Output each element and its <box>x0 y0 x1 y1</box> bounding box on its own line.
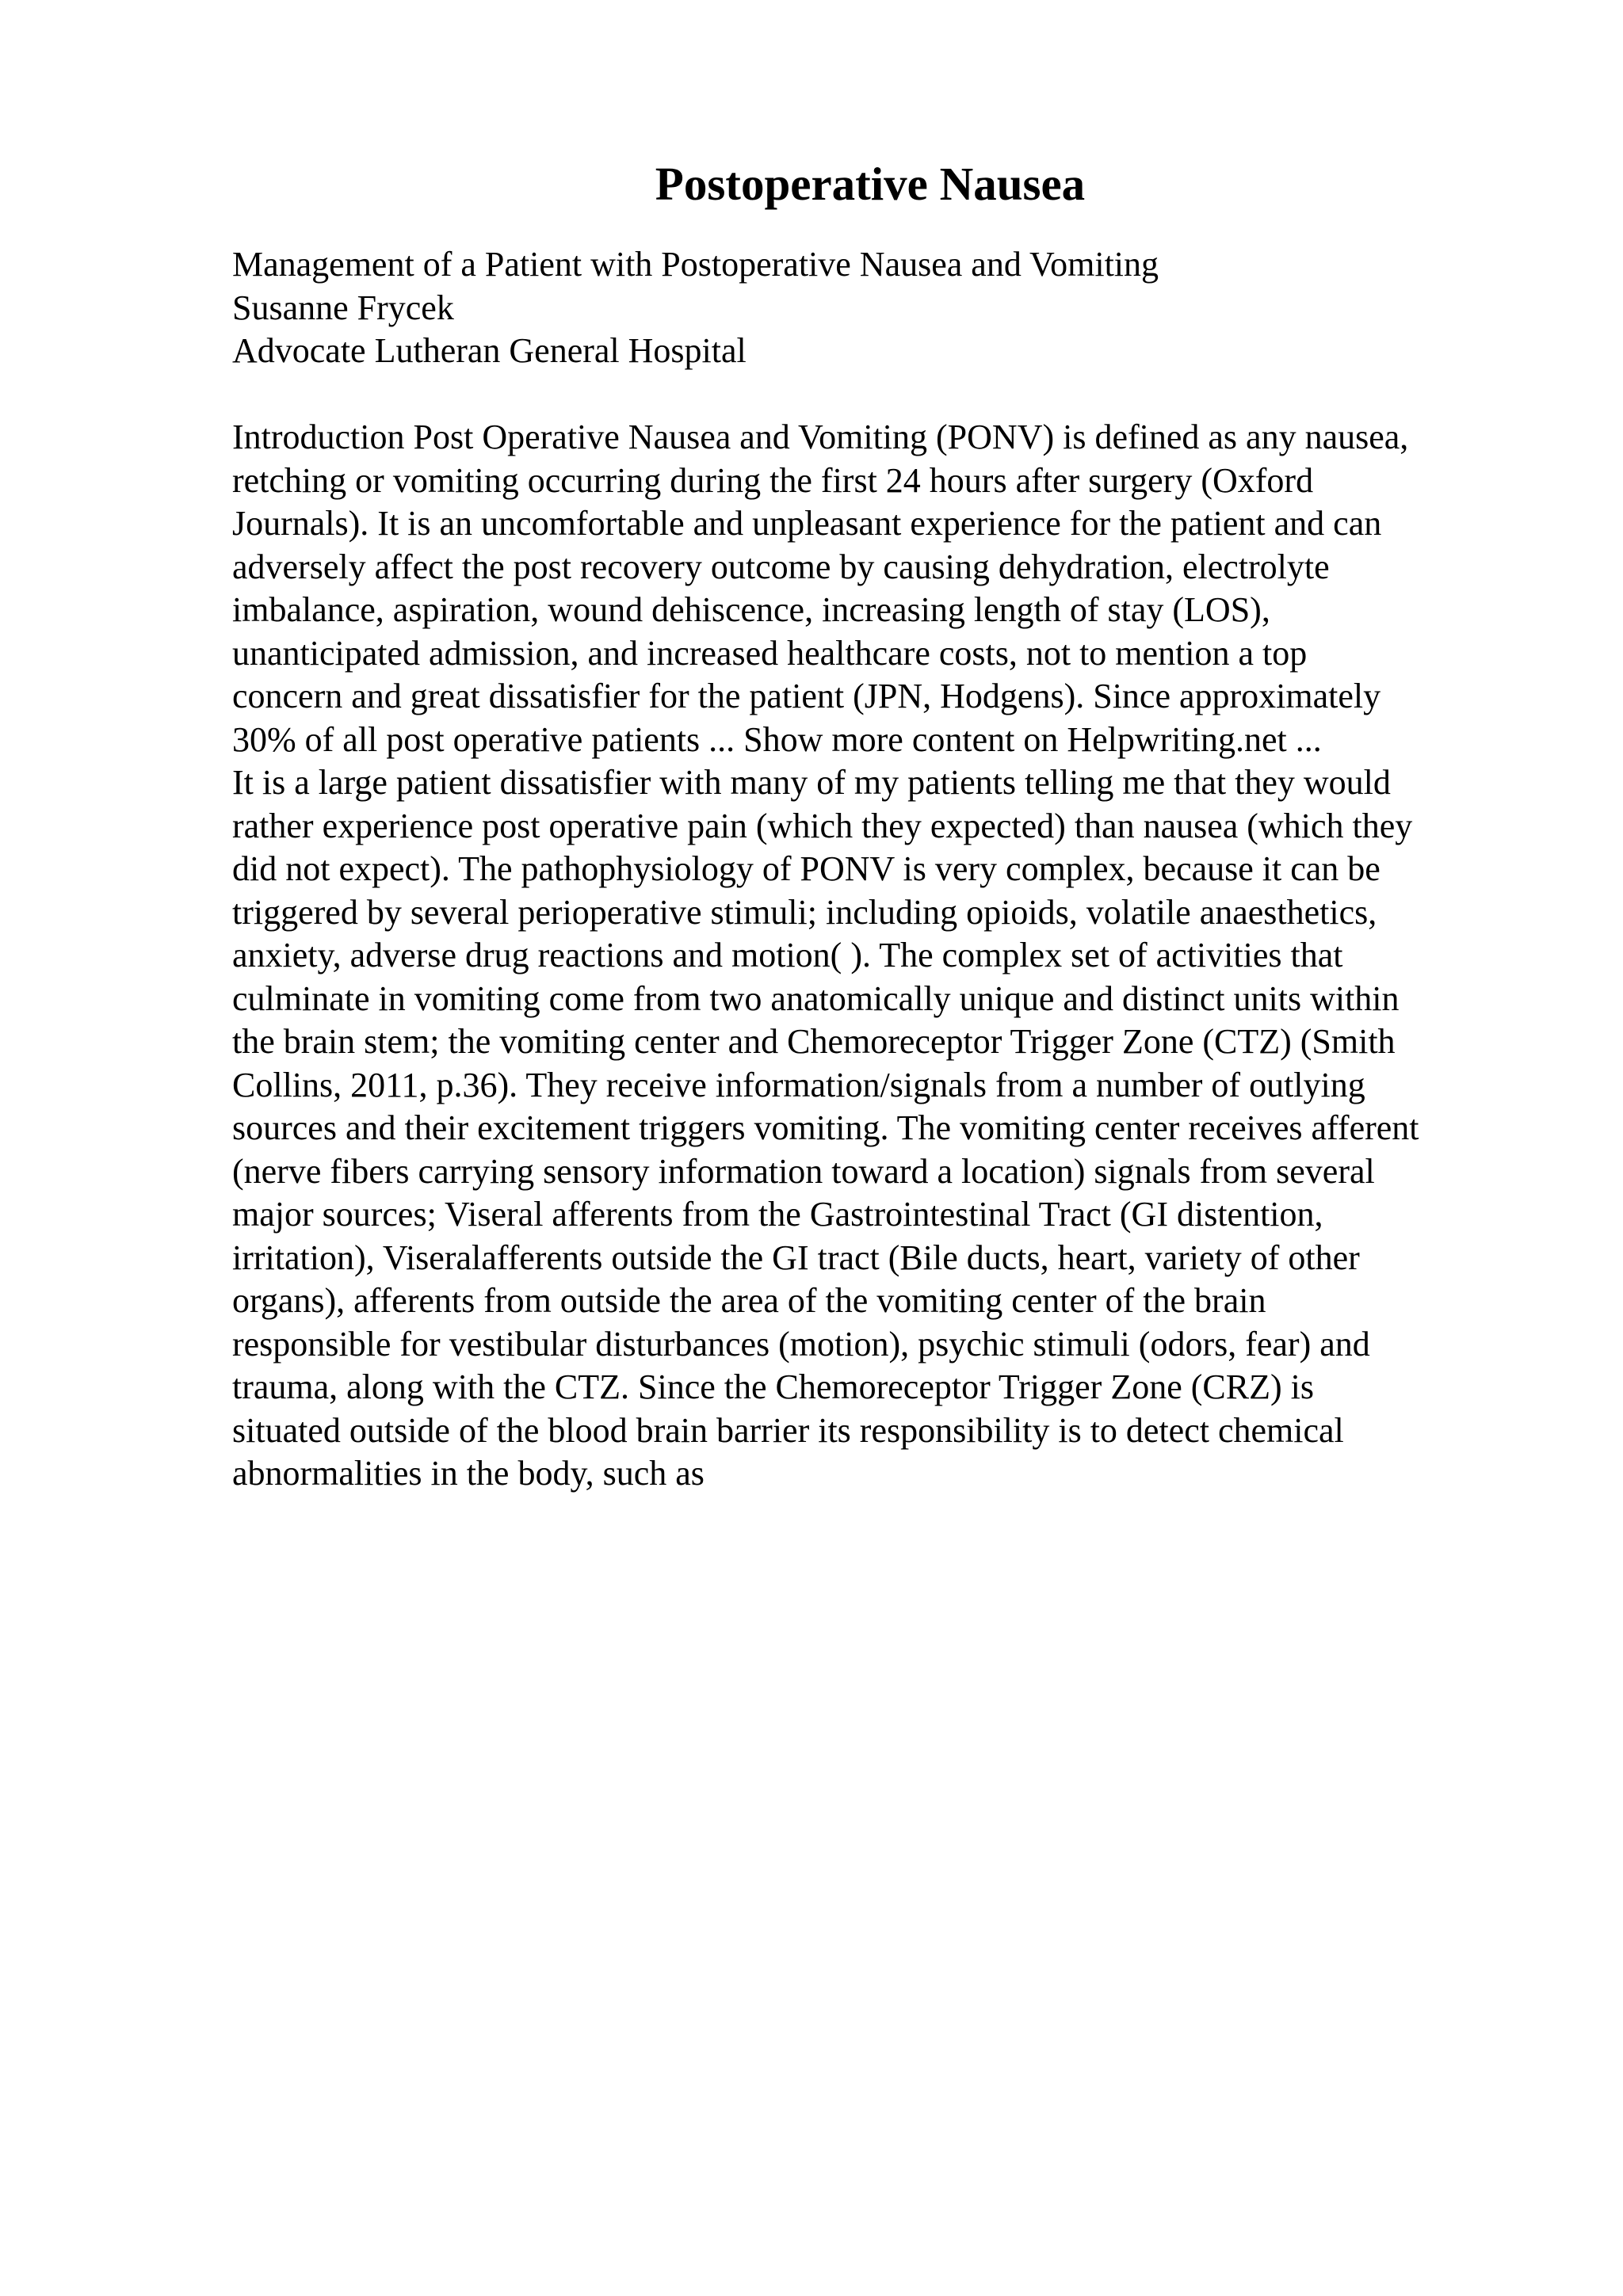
body-line: Journals). It is an uncomfortable and unpleasant experience for the patient and can <box>232 504 1382 543</box>
body-line: retching or vomiting occurring during the first 24 hours after surgery (Oxford <box>232 460 1314 500</box>
body-line: abnormalities in the body, such as <box>232 1454 705 1493</box>
body-line: trauma, along with the CTZ. Since the Chemoreceptor Trigger Zone (CRZ) is <box>232 1367 1314 1406</box>
body-line: did not expect). The pathophysiology of PONV is very complex, because it can be <box>232 849 1381 888</box>
body-line: Introduction Post Operative Nausea and Vomiting (PONV) is defined as any nausea, <box>232 418 1409 456</box>
body-line: It is a large patient dissatisfier with many of my patients telling me that they would <box>232 763 1391 802</box>
body-line: Collins, 2011, p.36). They receive information/signals from a number of outlying <box>232 1065 1365 1104</box>
body-line: 30% of all post operative patients ... Show more content on Helpwriting.net ... <box>232 719 1322 759</box>
body-line: triggered by several perioperative stimuli; including opioids, volatile anaesthetics, <box>232 892 1377 932</box>
document-subtitle: Management of a Patient with Postoperative Nausea and Vomiting <box>232 245 1159 284</box>
document-content <box>232 243 1548 1496</box>
body-line: imbalance, aspiration, wound dehiscence, increasing length of stay (LOS), <box>232 590 1270 629</box>
spacer <box>232 373 1548 417</box>
document-institution: Advocate Lutheran General Hospital <box>232 331 747 370</box>
body-line: adversely affect the post recovery outcome by causing dehydration, electrolyte <box>232 547 1330 586</box>
body-line: irritation), Viseralafferents outside the GI tract (Bile ducts, heart, variety of other <box>232 1238 1360 1277</box>
body-line: sources and their excitement triggers vomiting. The vomiting center receives afferent <box>232 1108 1419 1147</box>
body-line: (nerve fibers carrying sensory information toward a location) signals from several <box>232 1151 1375 1191</box>
body-line: the brain stem; the vomiting center and Chemoreceptor Trigger Zone (CTZ) (Smith <box>232 1022 1396 1061</box>
body-line: culminate in vomiting come from two anatomically unique and distinct units within <box>232 978 1400 1018</box>
body-line: unanticipated admission, and increased healthcare costs, not to mention a top <box>232 633 1308 673</box>
document-title: Postoperative Nausea <box>655 158 1086 210</box>
body-text <box>232 416 1548 1496</box>
body-line: responsible for vestibular disturbances (motion), psychic stimuli (odors, fear) and <box>232 1324 1370 1363</box>
body-line: major sources; Viseral afferents from the Gastrointestinal Tract (GI distention, <box>232 1195 1323 1234</box>
body-line: anxiety, adverse drug reactions and motion( ). The complex set of activities that <box>232 936 1343 974</box>
document-author: Susanne Frycek <box>232 288 454 327</box>
body-line: rather experience post operative pain (which they expected) than nausea (which they <box>232 806 1413 845</box>
body-line: concern and great dissatisfier for the patient (JPN, Hodgens). Since approximately <box>232 677 1381 715</box>
body-line: situated outside of the blood brain barrier its responsibility is to detect chemical <box>232 1410 1344 1450</box>
body-line: organs), afferents from outside the area of the vomiting center of the brain <box>232 1281 1266 1320</box>
